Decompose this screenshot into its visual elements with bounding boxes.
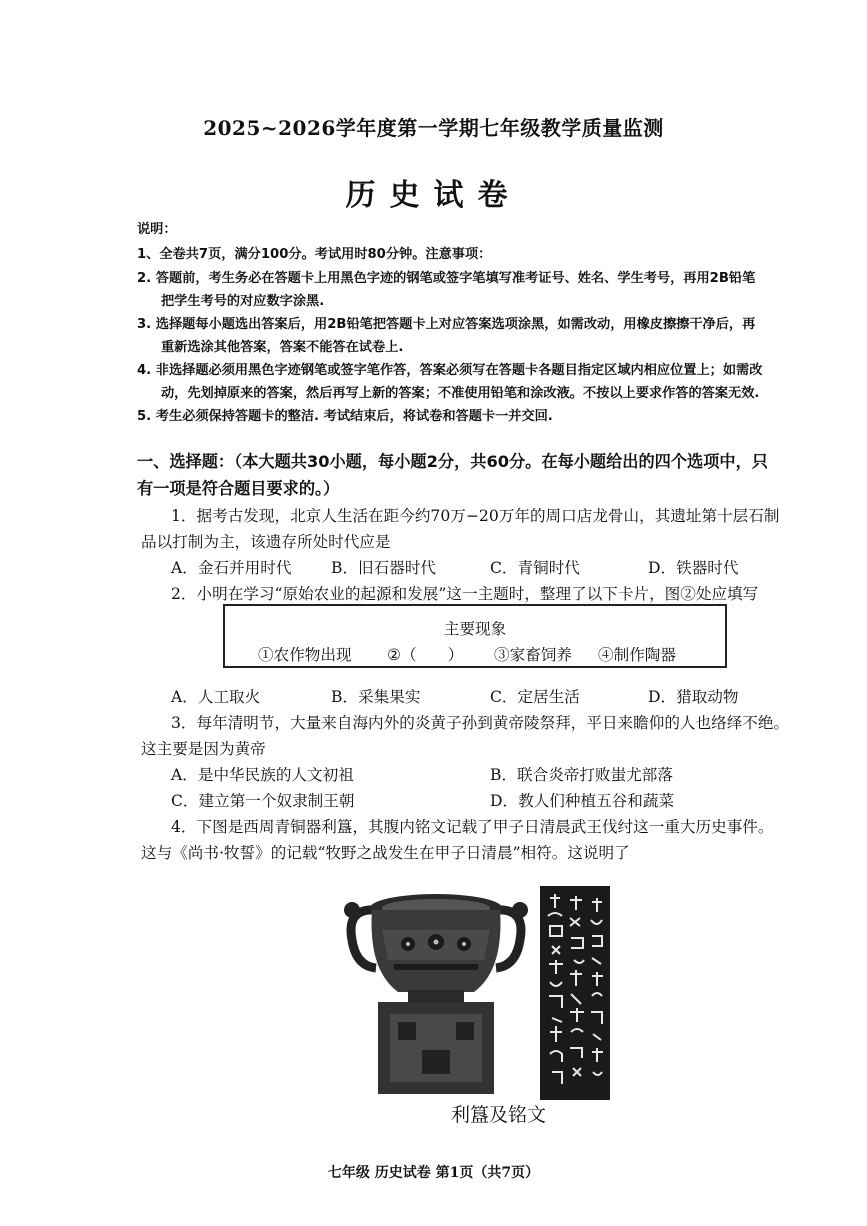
question-2-stem: 2．小明在学习“原始农业的起源和发展”这一主题时，整理了以下卡片，图②处应填写: [171, 585, 759, 603]
card-item: ④制作陶器: [598, 646, 676, 664]
question-4-stem: 4．下图是西周青铜器利簋，其腹内铭文记载了甲子日清晨武王伐纣这一重大历史事件。: [171, 818, 774, 836]
q1-option-a: A．金石并用时代: [171, 559, 292, 577]
question-1-stem-cont: 品以打制为主，该遗存所处时代应是: [141, 533, 391, 551]
q3-option-b: B．联合炎帝打败蚩尤部落: [490, 766, 673, 784]
question-3-stem: 3．每年清明节，大量来自海内外的炎黄子孙到黄帝陵祭拜，平日来瞻仰的人也络绎不绝。: [171, 714, 790, 732]
q2-option-c: C．定居生活: [490, 688, 580, 706]
instruction-line: 把学生考号的对应数字涂黑.: [161, 294, 325, 309]
q1-option-b: B．旧石器时代: [331, 559, 437, 577]
instruction-line: 4. 非选择题必须用黑色字迹钢笔或签字笔作答，答案必须写在答题卡各题目指定区域内相应位置上；如需改: [137, 363, 763, 378]
image-caption: 利簋及铭文: [451, 1104, 547, 1126]
q1-option-c: C．青铜时代: [490, 559, 580, 577]
q3-option-a: A．是中华民族的人文初祖: [171, 766, 354, 784]
phenomena-card: [223, 604, 727, 668]
instruction-line: 5. 考生必须保持答题卡的整洁. 考试结束后，将试卷和答题卡一并交回.: [137, 409, 553, 424]
instruction-line: 重新选涂其他答案，答案不能答在试卷上.: [161, 340, 404, 355]
inscription-rubbing-image: [540, 886, 610, 1100]
subject-title: 历史试卷: [345, 178, 522, 213]
instruction-line: 3. 选择题每小题选出答案后，用2B铅笔把答题卡上对应答案选项涂黑，如需改动，用橡皮擦擦干净后，再: [137, 317, 756, 332]
instruction-line: 2. 答题前，考生务必在答题卡上用黑色字迹的钢笔或签字笔填写准考证号、姓名、学生考号，再用2B铅笔: [137, 271, 756, 286]
card-item: ①农作物出现: [258, 646, 352, 664]
q2-option-b: B．采集果实: [331, 688, 421, 706]
instruction-line: 1、全卷共7页，满分100分。考试用时80分钟。注意事项：: [137, 247, 492, 262]
question-1-stem: 1．据考古发现，北京人生活在距今约70万−20万年的周口店龙骨山，其遗址第十层石制: [171, 507, 780, 525]
question-3-stem-cont: 这主要是因为黄帝: [141, 740, 266, 758]
instructions-label: 说明：: [137, 222, 177, 237]
q1-option-d: D．铁器时代: [648, 559, 739, 577]
section-heading-cont: 有一项是符合题目要求的。）: [137, 479, 340, 498]
page-footer: 七年级 历史试卷 第1页（共7页）: [327, 1165, 540, 1181]
section-heading: 一、选择题：（本大题共30小题，每小题2分，共60分。在每小题给出的四个选项中，只: [137, 452, 768, 471]
exam-title: 2025~2026学年度第一学期七年级教学质量监测: [203, 116, 664, 140]
q3-option-c: C．建立第一个奴隶制王朝: [171, 792, 355, 810]
question-4-stem-cont: 这与《尚书·牧誓》的记载“牧野之战发生在甲子日清晨”相符。这说明了: [141, 844, 630, 862]
q2-option-d: D．猎取动物: [648, 688, 739, 706]
card-item: ③家畜饲养: [494, 646, 572, 664]
q3-option-d: D．教人们种植五谷和蔬菜: [490, 792, 675, 810]
card-title: 主要现象: [443, 620, 507, 638]
instruction-line: 动，先划掉原来的答案，然后再写上新的答案；不准使用铅笔和涂改液。不按以上要求作答的答案无效.: [161, 386, 760, 401]
li-gui-bronze-image: [338, 880, 534, 1100]
card-item: ②（ ）: [387, 646, 464, 664]
q2-option-a: A．人工取火: [171, 688, 261, 706]
